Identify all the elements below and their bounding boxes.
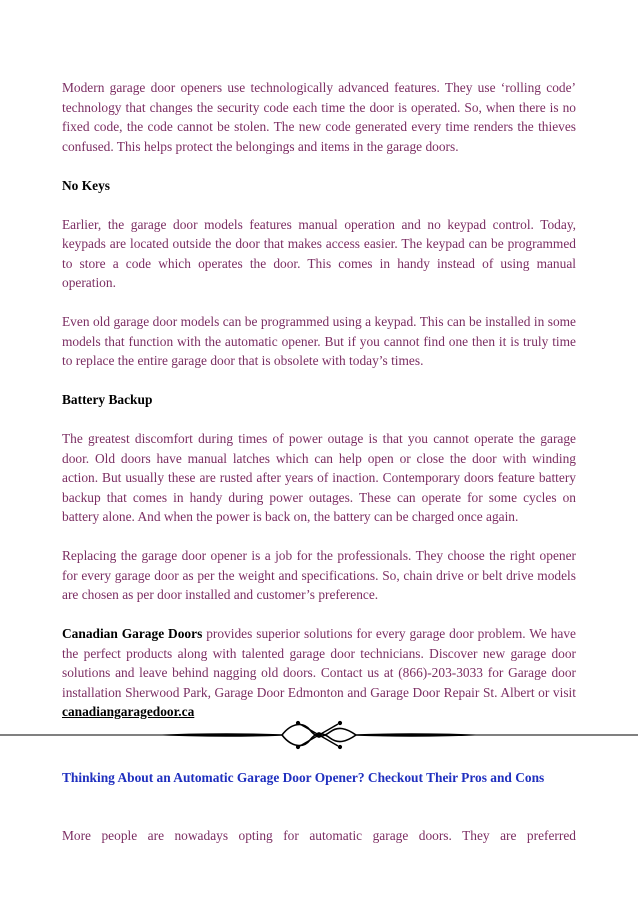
paragraph-power-outage: The greatest discomfort during times of power outage is that you cannot operate the garage door. Old doors have manual latches which can help open or close the door with winding action. But usually these are rusted after years of inaction. Contemporary doors feature battery backup that comes in handy during power outages. These can operate for some cycles on battery alone. And when the power is back on, the battery can be charged once again. xyxy=(62,431,576,524)
paragraph-company-text: provides superior solutions for every garage door problem. We have the perfect products along with talented garage door technicians. Discover new garage door solutions and leave behind nagging old doors. Contact us at (866)-203-3033 for Garage door installation Sherwood Park, Garage Door Edmonton and Garage Door Repair St. Albert or visit xyxy=(62,626,576,700)
article-intro: More people are nowadays opting for automatic garage doors. They are preferred xyxy=(62,828,576,843)
paragraph-replacing-opener: Replacing the garage door opener is a job for the professionals. They choose the right opener for every garage door as per the weight and specifications. So, chain drive or belt drive models are chosen as per door installed and customer’s preference. xyxy=(62,548,576,602)
brand-name: Canadian Garage Doors xyxy=(62,626,203,641)
paragraph-keypads: Earlier, the garage door models features manual operation and no keypad control. Today, keypads are located outside the door that makes access easier. The keypad can be programmed to store a code which operates the door. This comes in handy instead of using manual operation. xyxy=(62,216,576,290)
article-title: Thinking About an Automatic Garage Door Opener? Checkout Their Pros and Cons xyxy=(62,770,545,785)
paragraph-rolling-code: Modern garage door openers use technologically advanced features. They use ‘rolling code’ technology that changes the security code each time the door is operated. So, when there is no fixed code, the code cannot be stolen. The new code generated every time renders the thieves confused. This helps protect the belongings and items in the garage doors. xyxy=(62,80,576,154)
website-link[interactable]: canadiangaragedoor.ca xyxy=(62,704,195,719)
paragraph-company xyxy=(62,624,576,722)
heading-no-keys: No Keys xyxy=(62,177,110,193)
paragraph-old-models: Even old garage door models can be programmed using a keypad. This can be installed in some models that function with the automatic opener. But if you cannot find one then it is truly time to replace the entire garage door that is obsolete with today’s times. xyxy=(62,314,576,368)
document-body xyxy=(62,78,576,741)
heading-battery-backup: Battery Backup xyxy=(62,392,153,407)
ornamental-divider xyxy=(0,718,638,752)
ornamental-flourish-icon xyxy=(0,718,638,752)
